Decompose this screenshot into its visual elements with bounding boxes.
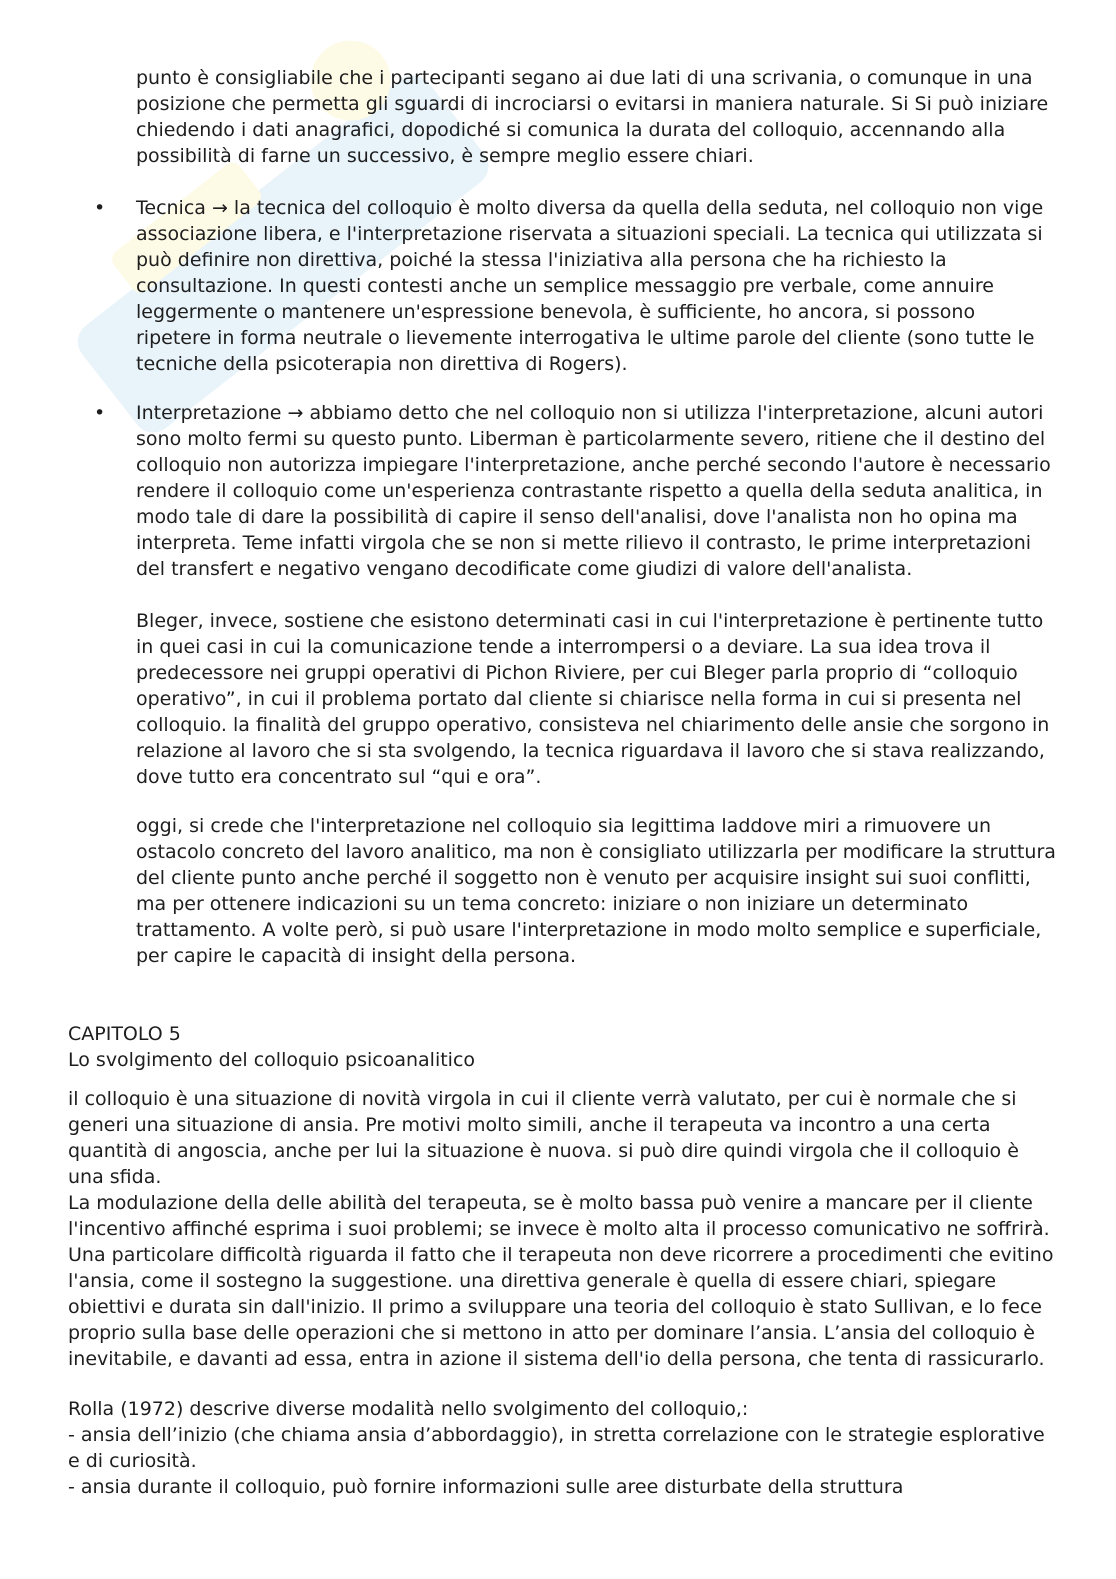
chapter-paragraph-2: La modulazione della delle abilità del terapeuta, se è molto bassa può venire a mancare per il cliente l'incentivo affinché esprima i suoi problemi; se invece è molto alta il processo comunicativo ne soffrirà. Una particolare difficoltà riguarda il fatto che il terapeuta non deve ricorrere a procedimenti che evitino l'ansia, come il sostegno la suggestione. una direttiva generale è quella di essere chiari, spiegare obiettivi e durata sin dall'inizio. Il primo a sviluppare una teoria del colloquio è stato Sullivan, e lo fece proprio sulla base delle operazioni che si mettono in atto per dominare l’ansia. L’ansia del colloquio è inevitabile, e davanti ad essa, entra in azione il sistema dell'io della persona, che tenta di rassicurarlo. (68, 1192, 1054, 1370)
dash-item: - ansia dell’inizio (che chiama ansia d’abbordaggio), in stretta correlazione con le strategie esplorative e di curiosità. (68, 1424, 1045, 1472)
chapter-title: Lo svolgimento del colloquio psicoanalitico (68, 1049, 476, 1071)
bullet-dot: • (94, 402, 106, 424)
bullet-text: Tecnica → la tecnica del colloquio è molto diversa da quella della seduta, nel colloquio non vige associazione libera, e l'interpretazione riservata a situazioni speciali. La tecnica qui utilizzata si può definire non direttiva, poiché la stessa l'iniziativa alla persona che ha richiesto la consultazione. In questi contesti anche un semplice messaggio pre verbale, come annuire leggermente o mantenere un'espressione benevola, è sufficiente, ho ancora, si possono ripetere in forma neutrale o lievemente interrogativa le ultime parole del cliente (sono tutte le tecniche della psicoterapia non direttiva di Rogers). (136, 197, 1044, 375)
bullet-item-tecnica (94, 195, 1056, 377)
bullet-dot: • (94, 197, 106, 219)
bleger-paragraph: Bleger, invece, sostiene che esistono determinati casi in cui l'interpretazione è pertinente tutto in quei casi in cui la comunicazione tende a interrompersi o a deviare. La sua idea trova il predecessore nei gruppi operativi di Pichon Riviere, per cui Bleger parla proprio di “colloquio operativo”, in cui il problema portato dal cliente si chiarisce nella forma in cui si presenta nel colloquio. la finalità del gruppo operativo, consisteva nel chiarimento delle ansie che sorgono in relazione al lavoro che si sta svolgendo, la tecnica riguardava il lavoro che si stava realizzando, dove tutto era concentrato sul “qui e ora”. (136, 610, 1050, 788)
chapter-heading (68, 1021, 1056, 1073)
continuation-paragraph: punto è consigliabile che i partecipanti segano ai due lati di una scrivania, o comunque in una posizione che permetta gli sguardi di incrociarsi o evitarsi in maniera naturale. Si Si può iniziare chiedendo i dati anagrafici, dopodiché si comunica la durata del colloquio, accennando alla possibilità di farne un successivo, è sempre meglio essere chiari. (136, 67, 1049, 167)
oggi-paragraph: oggi, si crede che l'interpretazione nel colloquio sia legittima laddove miri a rimuovere un ostacolo concreto del lavoro analitico, ma non è consigliato utilizzarla per modificare la struttura del cliente punto anche perché il soggetto non è venuto per acquisire insight sui suoi conflitti, ma per ottenere indicazioni su un tema concreto: iniziare o non iniziare un determinato trattamento. A volte però, si può usare l'interpretazione in modo molto semplice e superficiale, per capire le capacità di insight della persona. (136, 815, 1056, 967)
dash-item: - ansia durante il colloquio, può fornire informazioni sulle aree disturbate della struttura (68, 1476, 904, 1498)
bullet-item-interpretazione (94, 400, 1056, 582)
chapter-paragraph-1: il colloquio è una situazione di novità virgola in cui il cliente verrà valutato, per cui è normale che si generi una situazione di ansia. Pre motivi molto simili, anche il terapeuta va incontro a una certa quantità di angoscia, anche per lui la situazione è nuova. si può dire quindi virgola che il colloquio è una sfida. (68, 1088, 1019, 1188)
chapter-number: CAPITOLO 5 (68, 1023, 181, 1045)
bullet-text: Interpretazione → abbiamo detto che nel colloquio non si utilizza l'interpretazione, alcuni autori sono molto fermi su questo punto. Liberman è particolarmente severo, ritiene che il destino del colloquio non autorizza impiegare l'interpretazione, anche perché secondo l'autore è necessario rendere il colloquio come un'esperienza contrastante rispetto a quella della seduta analitica, in modo tale di dare la possibilità di capire il senso dell'analisi, dove l'analista non ho opina ma interpreta. Teme infatti virgola che se non si mette rilievo il contrasto, le prime interpretazioni del transfert e negativo vengano decodificate come giudizi di valore dell'analista. (136, 402, 1051, 580)
rolla-intro: Rolla (1972) descrive diverse modalità nello svolgimento del colloquio,: (68, 1398, 749, 1420)
